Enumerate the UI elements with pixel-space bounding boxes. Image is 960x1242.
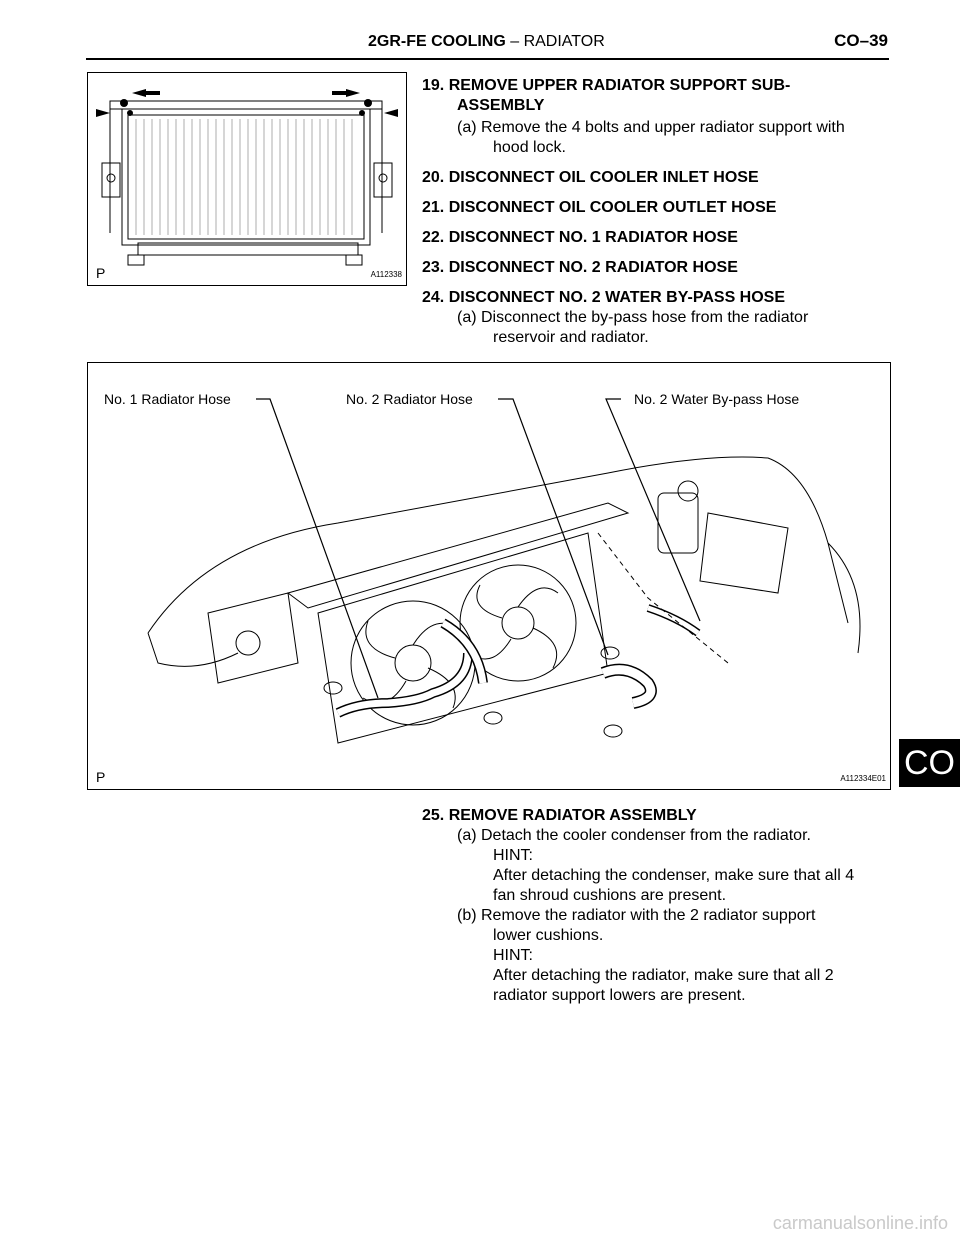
step-22-title: 22. DISCONNECT NO. 1 RADIATOR HOSE (422, 229, 738, 246)
step-25-a-hint-line-1: After detaching the condenser, make sure that all 4 (493, 867, 855, 884)
engine-bay-illustration (88, 363, 890, 789)
bolt-arrows (96, 89, 398, 117)
section-tab-co[interactable] (899, 739, 960, 787)
figure-p-label: P (96, 265, 106, 281)
step-25-a-hint-label: HINT: (493, 847, 533, 864)
step-24-a-line-2: reservoir and radiator. (493, 329, 649, 346)
figure-code: A112338 (370, 270, 402, 279)
step-25-a (457, 826, 854, 906)
step-23-title: 23. DISCONNECT NO. 2 RADIATOR HOSE (422, 259, 738, 276)
callout-no1-radiator-hose: No. 1 Radiator Hose (104, 391, 231, 407)
step-19-title-line-2: ASSEMBLY (457, 97, 545, 114)
step-24-a (457, 308, 808, 348)
figure-p-label: P (96, 769, 106, 785)
step-25-a-hint-line-2: fan shroud cushions are present. (493, 887, 727, 904)
figure-radiator-hoses (87, 362, 891, 790)
page-number: CO–39 (834, 31, 888, 50)
header-divider (86, 58, 889, 60)
step-25-b-line-1: (b) Remove the radiator with the 2 radiator support (457, 907, 816, 924)
step-19-title (422, 76, 790, 116)
step-25-b-hint-line-1: After detaching the radiator, make sure that all 2 (493, 967, 834, 984)
section-title: 2GR-FE COOLING (368, 33, 506, 50)
step-25-a-line: (a) Detach the cooler condenser from the radiator. (457, 827, 811, 844)
step-21-title: 21. DISCONNECT OIL COOLER OUTLET HOSE (422, 199, 777, 216)
step-19-a-line-1: (a) Remove the 4 bolts and upper radiator support with (457, 119, 845, 136)
radiator-support-illustration (88, 73, 406, 285)
section-subtitle: – RADIATOR (505, 33, 605, 50)
watermark: carmanualsonline.info (772, 1213, 948, 1233)
step-25-b-hint-label: HINT: (493, 947, 533, 964)
page-header-title (368, 33, 605, 51)
step-24-a-line-1: (a) Disconnect the by-pass hose from the radiator (457, 309, 809, 326)
step-19-a-line-2: hood lock. (493, 139, 566, 156)
step-25-b-line-2: lower cushions. (493, 927, 604, 944)
step-25-title: 25. REMOVE RADIATOR ASSEMBLY (422, 807, 697, 824)
figure-code: A112334E01 (840, 774, 886, 783)
figure-upper-radiator-support (87, 72, 407, 286)
step-20-title: 20. DISCONNECT OIL COOLER INLET HOSE (422, 169, 759, 186)
section-tab-label: CO (904, 743, 955, 782)
step-19-a (457, 118, 845, 158)
step-25-b (457, 906, 834, 1006)
step-24-title: 24. DISCONNECT NO. 2 WATER BY-PASS HOSE (422, 289, 786, 306)
step-19-title-line-1: 19. REMOVE UPPER RADIATOR SUPPORT SUB- (422, 77, 791, 94)
callout-no2-radiator-hose: No. 2 Radiator Hose (346, 391, 473, 407)
callout-no2-water-bypass-hose: No. 2 Water By-pass Hose (634, 391, 800, 407)
step-25-b-hint-line-2: radiator support lowers are present. (493, 987, 746, 1004)
